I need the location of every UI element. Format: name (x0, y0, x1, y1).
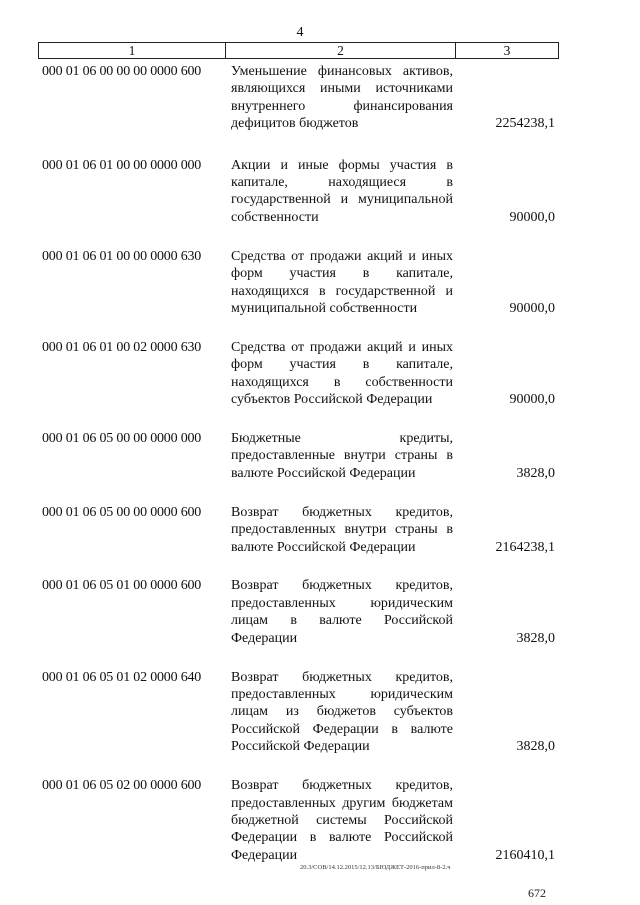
table-header (38, 42, 559, 59)
page-number-top: 4 (296, 25, 304, 40)
row-description: Средства от продажи акций и иных форм участия в капитале, находящихся в собственности субъектов Российской Федерации (231, 339, 453, 408)
header-col-2: 2 (226, 43, 456, 58)
row-code: 000 01 06 05 00 00 0000 000 (42, 431, 202, 446)
table-row (42, 248, 555, 318)
row-description: Уменьшение финансовых активов, являющихся иными источниками внутреннего финансирования дефицитов бюджетов (231, 64, 453, 132)
row-description: Акции и иные формы участия в капитале, находящиеся в государственной и муниципальной собственности (231, 157, 453, 225)
row-code: 000 01 06 05 00 00 0000 600 (42, 504, 202, 520)
row-amount: 90000,0 (509, 209, 555, 225)
row-amount: 2164238,1 (495, 539, 555, 555)
header-col-3: 3 (503, 42, 511, 58)
row-description: Средства от продажи акций и иных форм участия в капитале, находящихся в государственной и муниципальной собственности (231, 248, 453, 316)
header-col-1: 1 (39, 43, 226, 58)
table-row (42, 669, 555, 756)
footer-reference: 20.3/СОВ/14.12.2015/12.13/БЮДЖЕТ-2016-прил-8-2.ч (300, 864, 451, 871)
row-amount: 3828,0 (516, 739, 555, 755)
row-amount: 90000,0 (509, 300, 555, 316)
row-amount: 2160410,1 (495, 847, 555, 863)
row-description: Бюджетные кредиты, предоставленные внутри страны в валюте Российской Федерации (231, 431, 453, 481)
row-description: Возврат бюджетных кредитов, предоставленных внутри страны в валюте Российской Федерации (231, 504, 453, 555)
table-body (42, 63, 555, 886)
row-description: Возврат бюджетных кредитов, предоставленных юридическим лицам из бюджетов субъектов Российской Федерации в валюте Российской Федерации (231, 669, 453, 755)
row-code: 000 01 06 01 00 00 0000 000 (42, 157, 202, 173)
table-row (42, 157, 555, 227)
page-number-bottom: 672 (528, 886, 546, 900)
row-amount: 90000,0 (509, 392, 555, 408)
table-row (42, 504, 555, 556)
table-row (42, 339, 555, 409)
table-row (42, 577, 555, 647)
row-code: 000 01 06 00 00 00 0000 600 (42, 64, 202, 79)
row-amount: 3828,0 (516, 630, 555, 646)
row-code: 000 01 06 01 00 00 0000 630 (42, 248, 202, 264)
row-description: Возврат бюджетных кредитов, предоставленных юридическим лицам в валюте Российской Федерации (231, 578, 453, 646)
row-amount: 2254238,1 (495, 116, 555, 132)
row-code: 000 01 06 05 01 02 0000 640 (42, 669, 202, 685)
row-amount: 3828,0 (516, 465, 555, 481)
table-row (42, 63, 555, 133)
row-code: 000 01 06 05 02 00 0000 600 (42, 778, 202, 794)
row-code: 000 01 06 01 00 02 0000 630 (42, 339, 202, 355)
table-row (42, 430, 555, 482)
row-description: Возврат бюджетных кредитов, предоставленных другим бюджетам бюджетной системы Российской Федерации в валюте Российской Федерации (231, 778, 453, 863)
row-code: 000 01 06 05 01 00 0000 600 (42, 578, 202, 594)
table-row (42, 777, 555, 864)
